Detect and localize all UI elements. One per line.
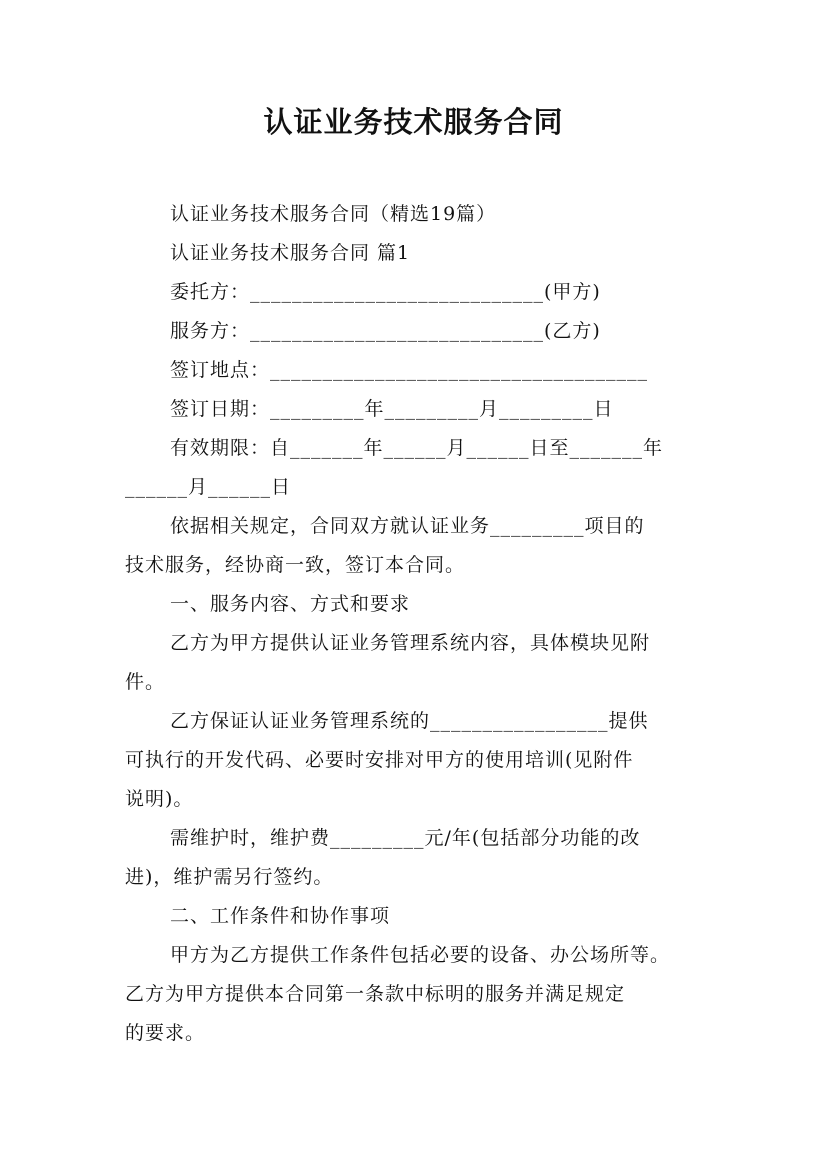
- paragraph-line: 乙方为甲方提供本合同第一条款中标明的服务并满足规定: [125, 983, 626, 1005]
- service-party-line: 服务方：____________________________(乙方): [170, 320, 601, 342]
- paragraph-line: 需维护时，维护费_________元/年(包括部分功能的改: [170, 827, 641, 849]
- paragraph-line: 的要求。: [125, 1022, 206, 1044]
- paragraph-line: 件。: [125, 671, 166, 693]
- client-party-line: 委托方：____________________________(甲方): [170, 281, 601, 303]
- paragraph-line: 说明)。: [125, 788, 194, 810]
- section-heading-service-content: 一、服务内容、方式和要求: [170, 593, 411, 615]
- paragraph-line: 乙方保证认证业务管理系统的_________________提供: [170, 710, 649, 732]
- document-title: 认证业务技术服务合同: [263, 105, 564, 139]
- paragraph-line: 依据相关规定，合同双方就认证业务_________项目的: [170, 515, 645, 537]
- validity-period-continuation: ______月______日: [125, 476, 292, 498]
- paragraph-line: 进)，维护需另行签约。: [125, 866, 334, 888]
- validity-period-line: 有效期限：自_______年______月______日至_______年: [170, 437, 664, 459]
- signing-date-line: 签订日期：_________年_________月_________日: [170, 398, 614, 420]
- paragraph-line: 甲方为乙方提供工作条件包括必要的设备、办公场所等。: [170, 944, 671, 966]
- paragraph-line: 技术服务，经协商一致，签订本合同。: [125, 554, 466, 576]
- section-heading-line: 认证业务技术服务合同 篇1: [170, 242, 411, 264]
- paragraph-line: 乙方为甲方提供认证业务管理系统内容，具体模块见附: [170, 632, 651, 654]
- paragraph-line: 可执行的开发代码、必要时安排对甲方的使用培训(见附件: [125, 749, 634, 771]
- signing-place-line: 签订地点：____________________________________: [170, 359, 649, 381]
- section-heading-working-conditions: 二、工作条件和协作事项: [170, 905, 391, 927]
- subtitle-line: 认证业务技术服务合同（精选19篇）: [170, 203, 497, 225]
